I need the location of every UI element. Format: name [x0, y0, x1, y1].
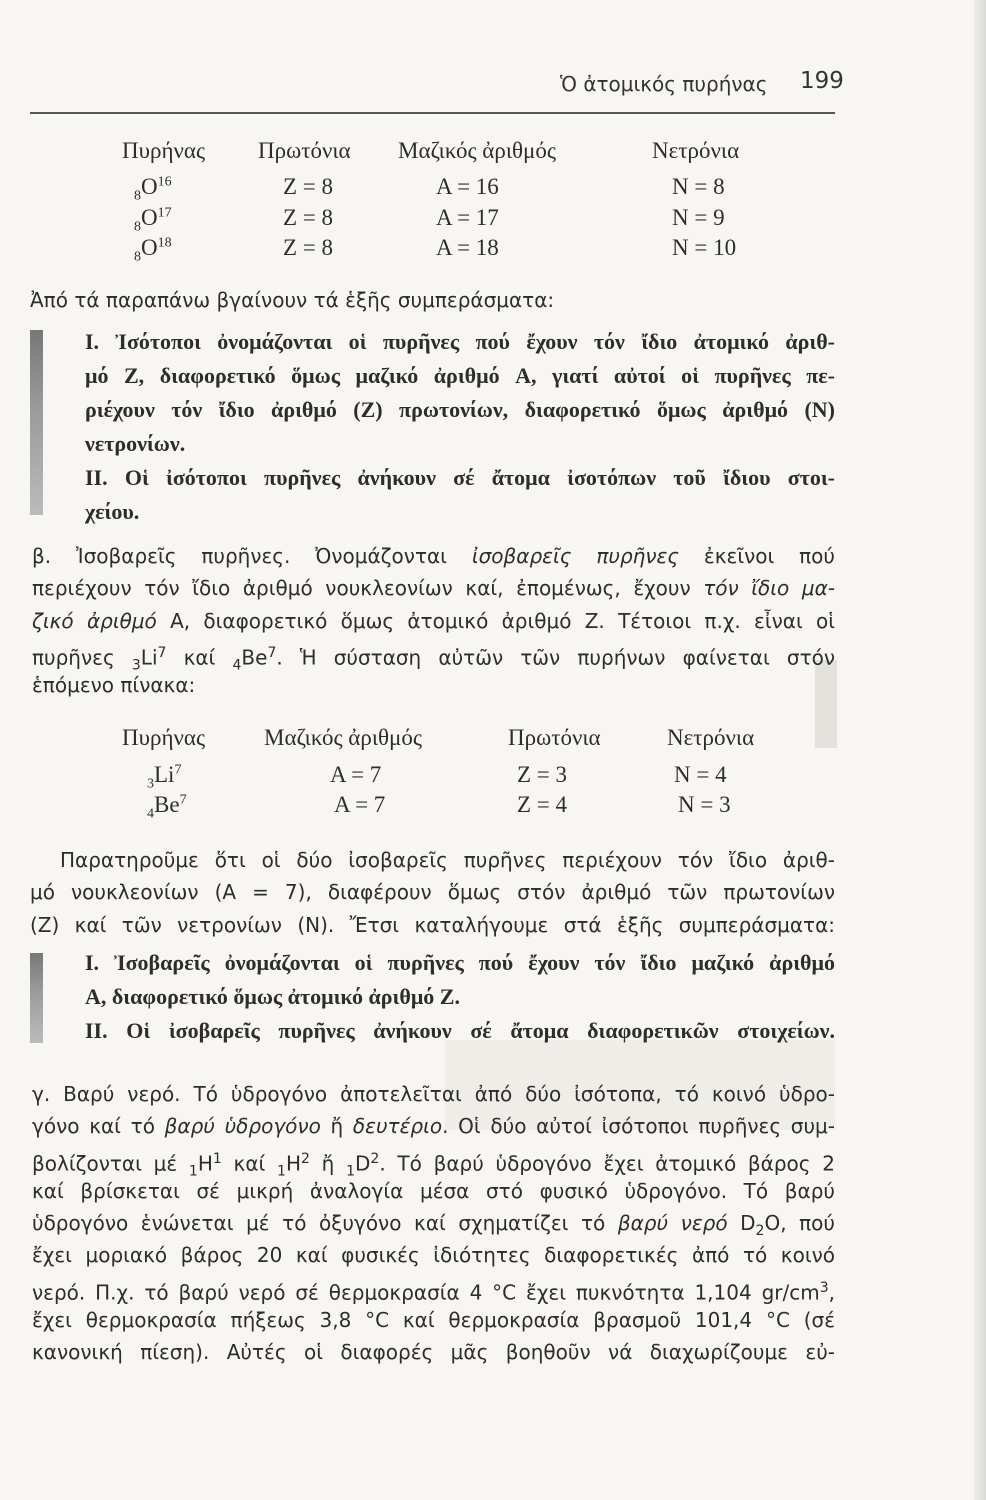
table-header: Πρωτόνια: [508, 725, 601, 750]
page-edge-shadow: [974, 0, 986, 1500]
nucleus-symbol: $_3Li^7$: [147, 762, 182, 792]
table-cell: N = 10: [672, 235, 737, 260]
table-cell: A = 16: [436, 174, 499, 199]
table-cell: N = 3: [678, 792, 731, 817]
heavy-water-paragraph: γ. Βαρύ νερό. Τό ὑδρογόνο ἀποτελεῖται ἀπό δύο ἰσότοπα, τό κοινό ὑδρο- γόνο καί τό βαρύ ὑδρογόνο ἤ δευτέριο. Οἱ δύο αὐτοί ἰσότοποι πυρῆνες συμ- βολίζονται μέ $_1H^1$ καί $_1H^2$ ἤ $_1D^2$. Τό βαρύ ὑδρογόνο ἔχει ἀτομικό βάρος 2 καί βρίσκεται σέ μικρή ἀναλογία μέσα στό φυσικό ὑδρογόνο. Τό βαρύ ὑδρογόνο ἑνώνεται μέ τό ὀξυγόνο καί σχηματίζει τό βαρύ νερό $D_2O$, πού ἔχει μοριακό βάρος 20 καί φυσικές ἰδιότητες διαφορετικές ἀπό τό κοινό νερό. Π.χ. τό βαρύ νερό σέ θερμοκρασία 4 °C ἔχει πυκνότητα 1,104 $gr/cm^3$, ἔχει θερμοκρασία πήξεως 3,8 °C καί θερμοκρασία βρασμοῦ 101,4 °C (σέ κανονική πίεση). Αὐτές οἱ διαφορές μᾶς βοηθοῦν νά διαχωρίζουμε εὐ-: [32, 1082, 835, 1365]
table-cell: N = 9: [672, 205, 725, 230]
table-cell: N = 8: [672, 174, 725, 199]
observation-paragraph-cont: μό νουκλεονίων (A = 7), διαφέρουν ὅμως στόν ἀριθμό τῶν πρωτονίων (Z) καί τῶν νετρονίων (N). Ἔτσι καταλήγουμε στά ἑξῆς συμπεράσματα:: [30, 880, 835, 937]
table-header: Μαζικός ἀριθμός: [264, 725, 422, 750]
isobars-paragraph: β. Ἰσοβαρεῖς πυρῆνες. Ὀνομάζονται ἰσοβαρεῖς πυρῆνες ἐκεῖνοι πού περιέχουν τόν ἴδιο ἀριθμό νουκλεονίων καί, ἐπομένως, ἔχουν τόν ἴδιο μα- ζικό ἀριθμό A, διαφορετικό ὅμως ἀτομικό ἀριθμό Z. Τέτοιοι π.χ. εἶναι οἱ πυρῆνες $_3Li^7$ καί $_4Be^7$. Ἡ σύσταση αὐτῶν τῶν πυρήνων φαίνεται στόν ἑπόμενο πίνακα:: [32, 544, 836, 698]
table-header: Πυρήνας: [122, 725, 206, 750]
table-cell: A = 7: [334, 792, 386, 817]
running-title: Ὁ ἀτομικός πυρήνας: [560, 72, 768, 96]
table-header: Μαζικός ἀριθμός: [398, 138, 556, 163]
emphasis-bar: [30, 953, 43, 1043]
isotopes-definition: I. Ἰσότοποι ὀνομάζονται οἱ πυρῆνες πού ἔχουν τόν ἴδιο ἀτομικό ἀριθ- μό Z, διαφορετικό ὅμως μαζικό ἀριθμό A, γιατί αὐτοί οἱ πυρῆνες πε- ριέχουν τόν ἴδιο ἀριθμό (Z) πρωτονίων, διαφορετικό ὅμως ἀριθμό (N) νετρονίων. II. Οἱ ἰσότοποι πυρῆνες ἀνήκουν σέ ἄτομα ἰσοτόπων τοῦ ἴδιου στοι- χείου.: [85, 329, 835, 524]
table-cell: Z = 8: [283, 205, 334, 230]
emphasis-bar: [30, 330, 43, 515]
observation-paragraph: Παρατηροῦμε ὅτι οἱ δύο ἰσοβαρεῖς πυρῆνες περιέχουν τόν ἴδιο ἀριθ-: [60, 848, 835, 872]
nucleus-symbol: $_8O^{16}$: [134, 174, 172, 204]
table-cell: Z = 8: [283, 235, 334, 260]
table-header: Νετρόνια: [667, 725, 755, 750]
nucleus-symbol: $_8O^{18}$: [134, 235, 172, 265]
table-header: Πρωτόνια: [258, 138, 351, 163]
table-cell: A = 7: [330, 762, 382, 787]
nucleus-symbol: $_4Be^7$: [147, 792, 187, 822]
table-cell: N = 4: [674, 762, 727, 787]
table-cell: Z = 8: [283, 174, 334, 199]
header-rule: [30, 112, 835, 114]
conclusion-intro: Ἀπό τά παραπάνω βγαίνουν τά ἑξῆς συμπεράσματα:: [30, 288, 555, 312]
page-number: 199: [800, 68, 844, 94]
isobars-definition: I. Ἰσοβαρεῖς ὀνομάζονται οἱ πυρῆνες πού ἔχουν τόν ἴδιο μαζικό ἀριθμό A, διαφορετικό ὅμως ἀτομικό ἀριθμό Z. II. Οἱ ἰσοβαρεῖς πυρῆνες ἀνήκουν σέ ἄτομα διαφορετικῶν στοιχείων.: [85, 950, 835, 1043]
table-header: Πυρήνας: [122, 138, 206, 163]
table-cell: A = 17: [436, 205, 499, 230]
table-cell: Z = 4: [517, 792, 568, 817]
table-cell: A = 18: [436, 235, 499, 260]
nucleus-symbol: $_8O^{17}$: [134, 205, 172, 235]
table-header: Νετρόνια: [652, 138, 740, 163]
table-cell: Z = 3: [517, 762, 568, 787]
